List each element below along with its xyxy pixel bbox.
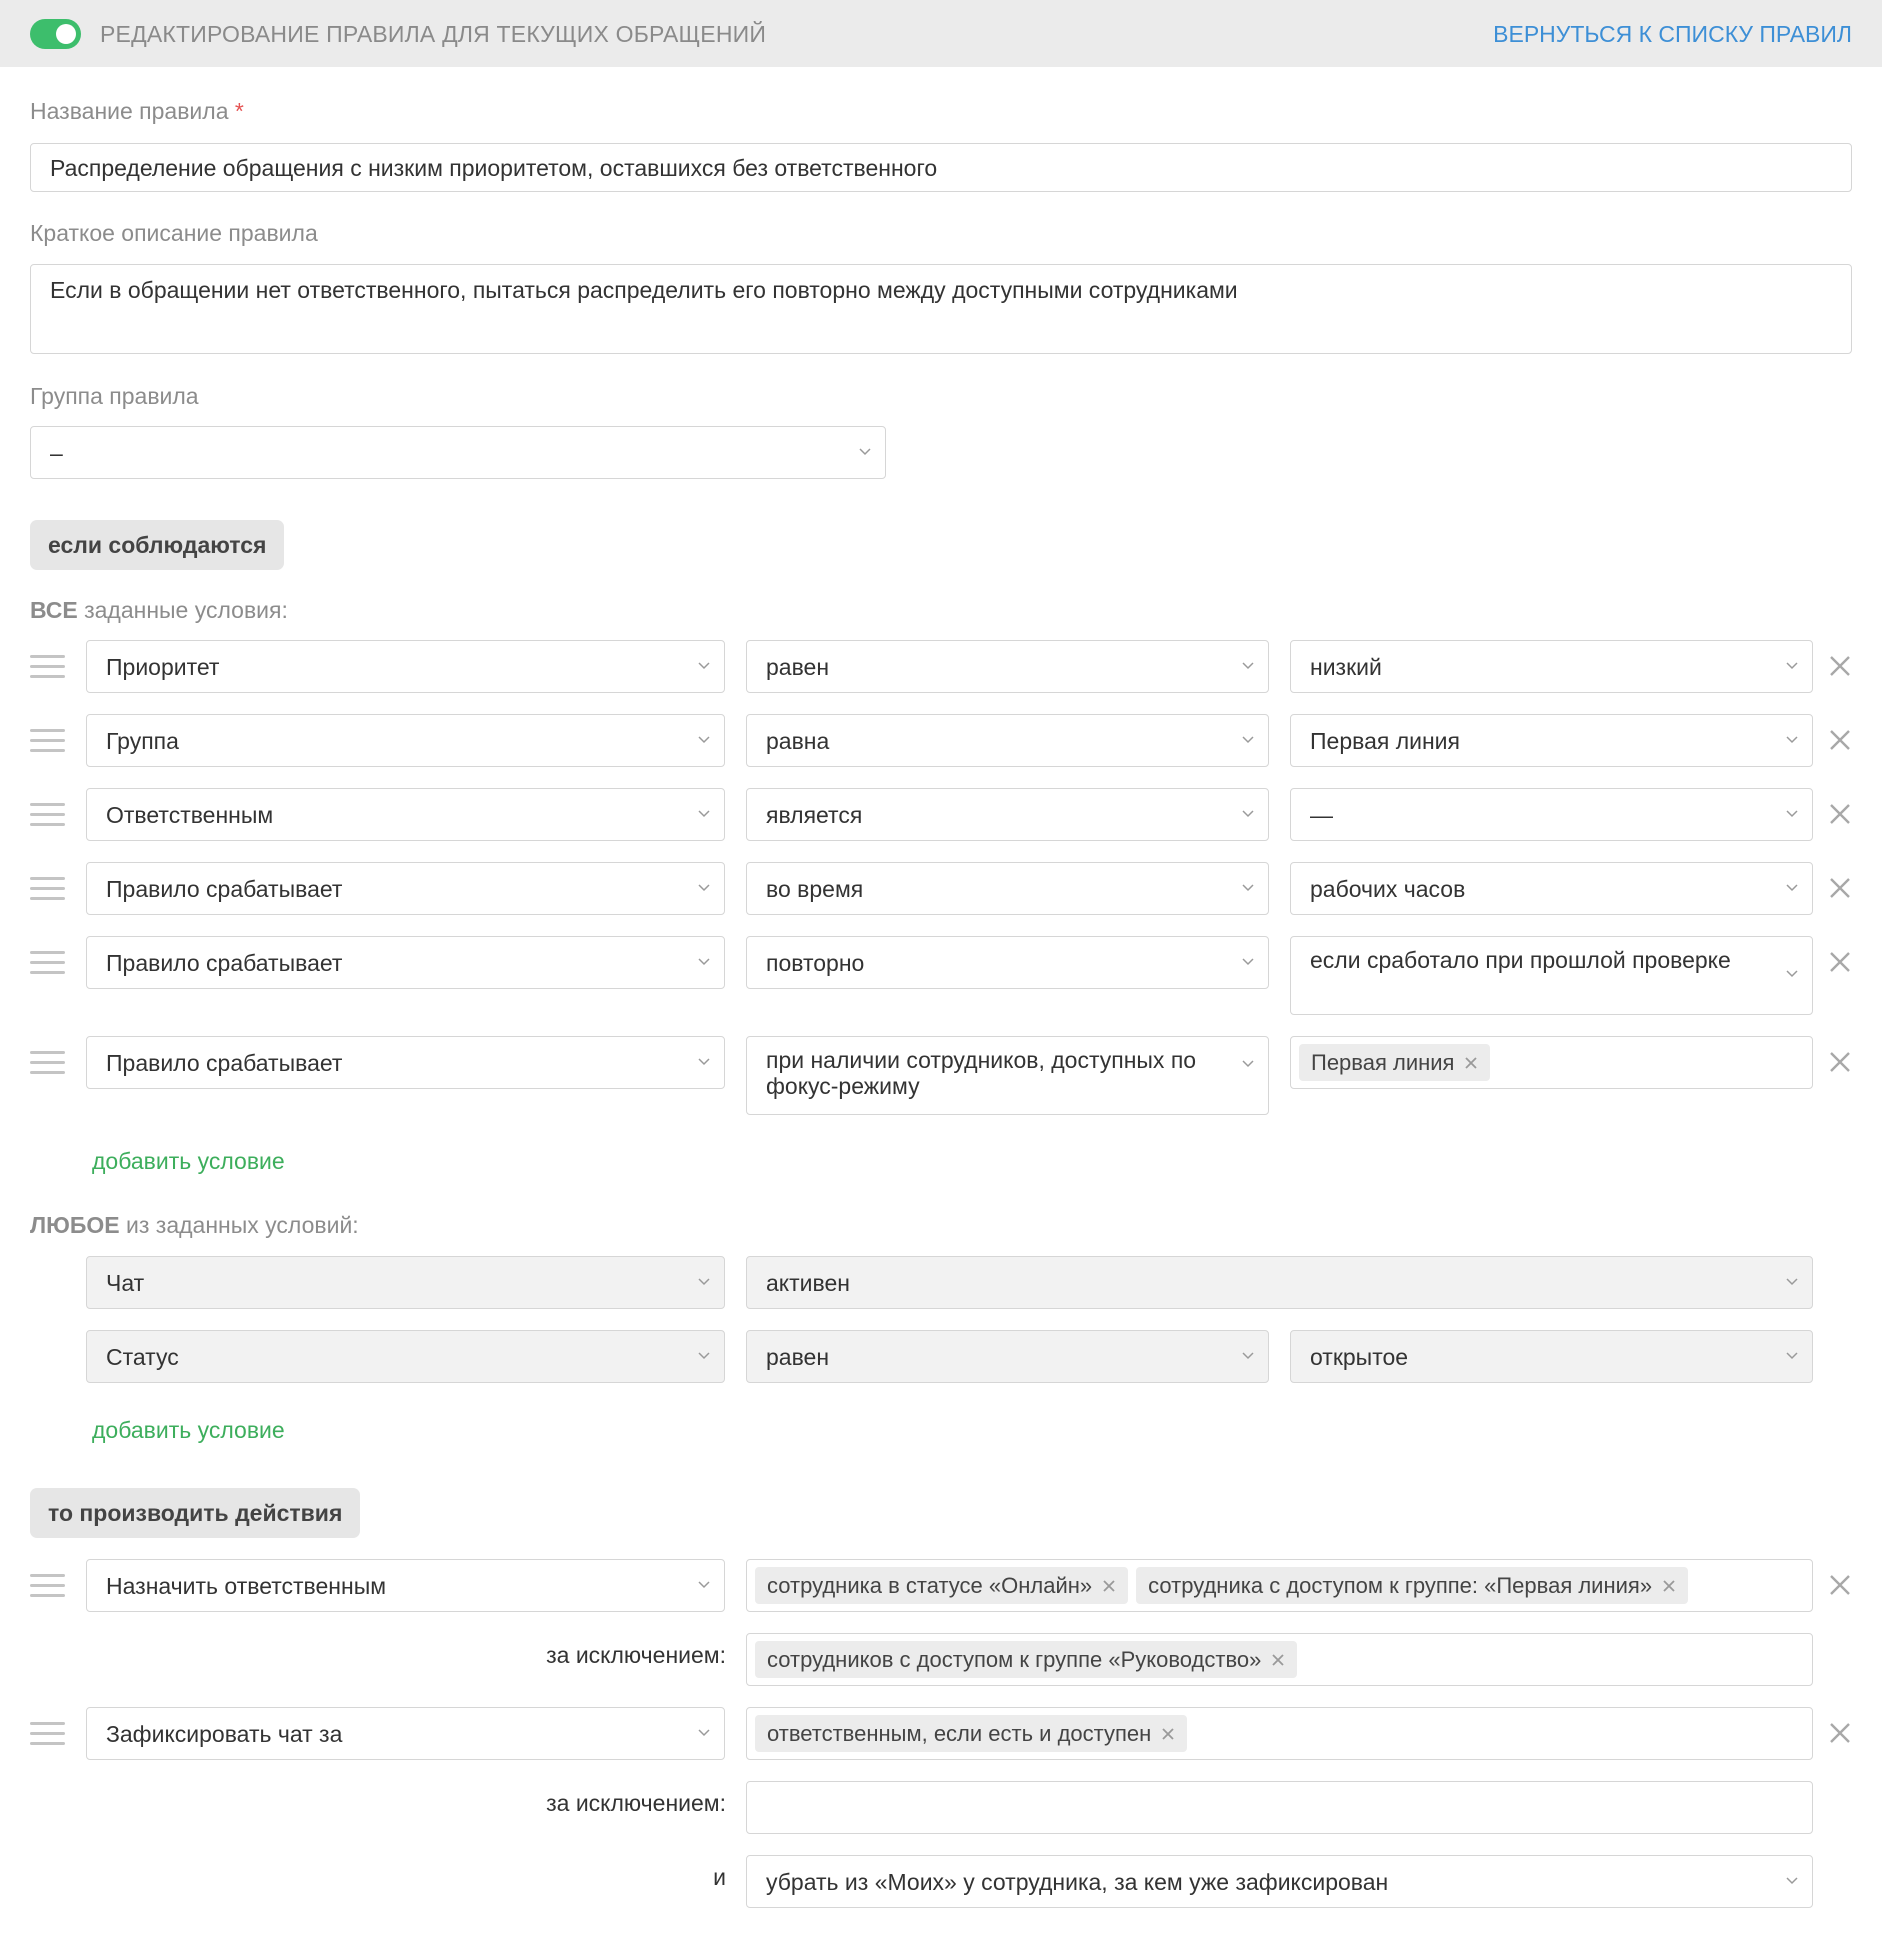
tag-list: [1299, 1044, 1490, 1081]
chevron-down-icon: [698, 1275, 710, 1287]
condition-field-value: Правило срабатывает: [106, 950, 343, 976]
tag: [1299, 1044, 1490, 1081]
chevron-down-icon: [1242, 807, 1254, 819]
tag-label: сотрудников с доступом к группе «Руководство»: [767, 1647, 1262, 1672]
condition-operator-value: равна: [766, 728, 830, 754]
tag-list: [755, 1641, 1297, 1678]
drag-handle-icon[interactable]: [30, 799, 65, 829]
condition-operator-select[interactable]: [746, 788, 1269, 841]
chevron-down-icon: [698, 955, 710, 967]
action-value-tag-input[interactable]: [746, 1707, 1813, 1760]
action-field-select[interactable]: [86, 1559, 725, 1612]
chevron-down-icon: [698, 659, 710, 671]
condition-value-select[interactable]: [1290, 640, 1813, 693]
rule-group-label: Группа правила: [30, 383, 199, 409]
condition-operator-select[interactable]: [746, 1036, 1269, 1115]
condition-operator-value: во время: [766, 876, 864, 902]
drag-handle-icon[interactable]: [30, 651, 65, 681]
conditions-section-chip: если соблюдаются: [30, 520, 284, 570]
condition-field-value: Ответственным: [106, 802, 274, 828]
drag-handle-icon[interactable]: [30, 1047, 65, 1077]
condition-value-tag-input[interactable]: [1290, 1036, 1813, 1089]
any-heading-text: из заданных условий:: [119, 1212, 359, 1238]
condition-value: —: [1310, 802, 1333, 828]
close-icon[interactable]: [1464, 1056, 1478, 1070]
page-title: РЕДАКТИРОВАНИЕ ПРАВИЛА ДЛЯ ТЕКУЩИХ ОБРАЩЕНИЙ: [100, 21, 767, 47]
chevron-down-icon: [698, 1055, 710, 1067]
condition-operator-select[interactable]: [746, 1330, 1269, 1383]
condition-operator-value: равен: [766, 654, 830, 680]
chevron-down-icon: [698, 1349, 710, 1361]
chevron-down-icon: [1786, 807, 1798, 819]
close-icon[interactable]: [1829, 951, 1851, 973]
chevron-down-icon: [1786, 1275, 1798, 1287]
condition-field-value: Приоритет: [106, 654, 220, 680]
chevron-down-icon: [698, 733, 710, 745]
condition-value: открытое: [1310, 1344, 1409, 1370]
except-tag-input[interactable]: [746, 1781, 1813, 1834]
drag-handle-icon[interactable]: [30, 873, 65, 903]
actions-section-chip: то производить действия: [30, 1488, 360, 1538]
chevron-down-icon: [1786, 1874, 1798, 1886]
condition-value-select[interactable]: [1290, 788, 1813, 841]
chevron-down-icon: [698, 1578, 710, 1590]
condition-field-value: Чат: [106, 1270, 145, 1296]
close-icon[interactable]: [1161, 1727, 1175, 1741]
rule-enabled-toggle[interactable]: [30, 19, 81, 49]
close-icon[interactable]: [1829, 877, 1851, 899]
condition-operator-value: повторно: [766, 950, 865, 976]
action-field-select[interactable]: [86, 1707, 725, 1760]
drag-handle-icon[interactable]: [30, 1570, 65, 1600]
chevron-down-icon: [1786, 659, 1798, 671]
condition-field-select[interactable]: [86, 1330, 725, 1383]
tag: [1136, 1567, 1688, 1604]
rule-group-select[interactable]: [30, 426, 886, 479]
toggle-knob: [56, 24, 76, 44]
condition-value-select[interactable]: [1290, 862, 1813, 915]
rule-description-label: Краткое описание правила: [30, 220, 318, 246]
close-icon[interactable]: [1662, 1579, 1676, 1593]
condition-value: рабочих часов: [1310, 876, 1466, 902]
rule-group-value: –: [50, 440, 63, 466]
chevron-down-icon: [859, 445, 871, 457]
tag-list: [755, 1567, 1688, 1604]
drag-handle-icon[interactable]: [30, 1718, 65, 1748]
chevron-down-icon: [1242, 955, 1254, 967]
chevron-down-icon: [698, 1726, 710, 1738]
condition-operator-select[interactable]: [746, 714, 1269, 767]
add-condition-any-link[interactable]: добавить условие: [92, 1417, 285, 1443]
chevron-down-icon: [1786, 1349, 1798, 1361]
required-mark: *: [234, 98, 244, 124]
condition-operator-value: является: [766, 802, 863, 828]
rule-description-textarea[interactable]: [30, 264, 1852, 354]
tag-label: Первая линия: [1311, 1050, 1455, 1075]
condition-field-select[interactable]: [86, 1256, 725, 1309]
chevron-down-icon: [1242, 1057, 1254, 1069]
condition-operator-select[interactable]: [746, 936, 1269, 989]
chevron-down-icon: [1242, 733, 1254, 745]
except-tag-input[interactable]: [746, 1633, 1813, 1686]
chevron-down-icon: [698, 881, 710, 893]
tag-label: сотрудника в статусе «Онлайн»: [767, 1573, 1093, 1598]
tag-label: сотрудника с доступом к группе: «Первая линия»: [1148, 1573, 1653, 1598]
action-field-value: Зафиксировать чат за: [106, 1721, 343, 1747]
and-action-select[interactable]: [746, 1855, 1813, 1908]
tag: [755, 1715, 1187, 1752]
and-label: и: [713, 1864, 726, 1890]
all-keyword: ВСЕ: [30, 597, 78, 623]
rule-description-value: Если в обращении нет ответственного, пытаться распределить его повторно между доступными сотрудниками: [50, 277, 1238, 303]
condition-value: низкий: [1310, 654, 1382, 680]
add-condition-link[interactable]: добавить условие: [92, 1148, 285, 1174]
and-action-value: убрать из «Моих» у сотрудника, за кем уже зафиксирован: [766, 1869, 1389, 1895]
chevron-down-icon: [698, 807, 710, 819]
rule-name-label: [30, 98, 244, 125]
except-label: за исключением:: [546, 1642, 726, 1668]
condition-field-select[interactable]: [86, 714, 725, 767]
condition-field-select[interactable]: [86, 862, 725, 915]
condition-field-value: Группа: [106, 728, 179, 754]
close-icon[interactable]: [1829, 803, 1851, 825]
condition-value-select[interactable]: [1290, 714, 1813, 767]
action-field-value: Назначить ответственным: [106, 1573, 387, 1599]
chevron-down-icon: [1242, 881, 1254, 893]
rule-name-input[interactable]: [30, 143, 1852, 192]
condition-value-select[interactable]: [1290, 1330, 1813, 1383]
all-heading-text: заданные условия:: [77, 597, 288, 623]
action-value-tag-input[interactable]: [746, 1559, 1813, 1612]
tag-list: [755, 1715, 1187, 1752]
close-icon[interactable]: [1829, 729, 1851, 751]
close-icon[interactable]: [1829, 1722, 1851, 1744]
condition-operator-value: равен: [766, 1344, 830, 1370]
header-bar: [0, 0, 1882, 67]
rule-name-value: Распределение обращения с низким приоритетом, оставшихся без ответственного: [50, 155, 938, 181]
condition-value: Первая линия: [1310, 728, 1460, 754]
close-icon[interactable]: [1102, 1579, 1116, 1593]
condition-field-select[interactable]: [86, 1036, 725, 1089]
any-conditions-heading: [30, 1212, 359, 1239]
condition-operator-select[interactable]: [746, 1256, 1813, 1309]
chevron-down-icon: [1242, 659, 1254, 671]
tag-label: ответственным, если есть и доступен: [767, 1721, 1152, 1746]
condition-field-value: Правило срабатывает: [106, 876, 343, 902]
chevron-down-icon: [1242, 1349, 1254, 1361]
condition-field-select[interactable]: [86, 640, 725, 693]
except-label: за исключением:: [546, 1790, 726, 1816]
chevron-down-icon: [1786, 733, 1798, 745]
condition-value: если сработало при прошлой проверке: [1310, 947, 1731, 973]
tag: [755, 1567, 1128, 1604]
condition-field-select[interactable]: [86, 788, 725, 841]
drag-handle-icon[interactable]: [30, 947, 65, 977]
condition-value-select[interactable]: [1290, 936, 1813, 1015]
close-icon[interactable]: [1829, 1574, 1851, 1596]
condition-operator-select[interactable]: [746, 640, 1269, 693]
rule-name-label-text: Название правила: [30, 98, 229, 124]
tag: [755, 1641, 1297, 1678]
condition-operator-select[interactable]: [746, 862, 1269, 915]
condition-operator-value: при наличии сотрудников, доступных по фокус-режиму: [766, 1047, 1197, 1099]
any-keyword: ЛЮБОЕ: [30, 1212, 120, 1238]
all-conditions-heading: [30, 597, 288, 624]
chevron-down-icon: [1786, 967, 1798, 979]
chevron-down-icon: [1786, 881, 1798, 893]
condition-field-value: Правило срабатывает: [106, 1050, 343, 1076]
back-to-rules-link[interactable]: ВЕРНУТЬСЯ К СПИСКУ ПРАВИЛ: [1493, 21, 1852, 47]
close-icon[interactable]: [1829, 655, 1851, 677]
condition-field-value: Статус: [106, 1344, 179, 1370]
close-icon[interactable]: [1271, 1653, 1285, 1667]
condition-field-select[interactable]: [86, 936, 725, 989]
condition-operator-value: активен: [766, 1270, 850, 1296]
close-icon[interactable]: [1829, 1051, 1851, 1073]
drag-handle-icon[interactable]: [30, 725, 65, 755]
